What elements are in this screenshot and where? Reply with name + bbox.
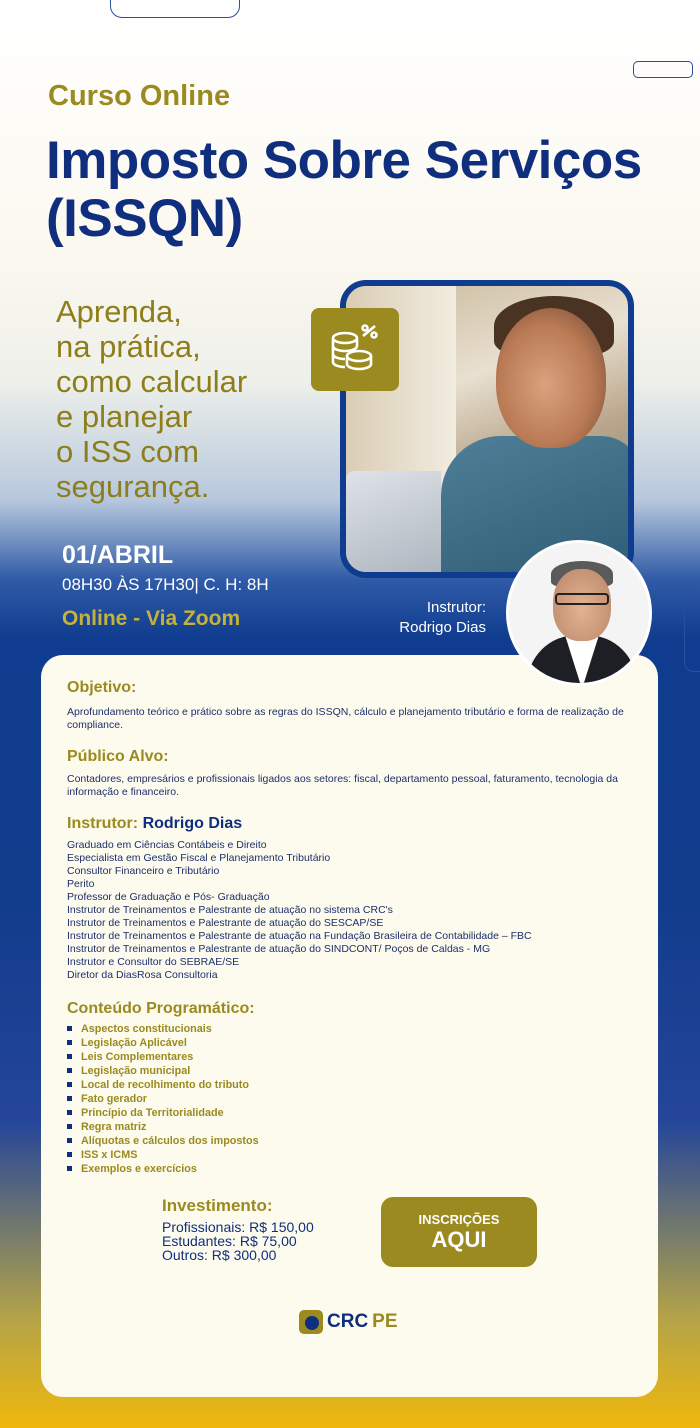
logo-pe: PE <box>372 1311 398 1332</box>
credential-item: Instrutor de Treinamentos e Palestrante de atuação na Fundação Brasileira de Contabilidade – FBC <box>67 930 532 942</box>
program-item: Legislação municipal <box>67 1064 467 1078</box>
credential-item: Consultor Financeiro e Tributário <box>67 865 220 877</box>
decorative-frame-right-lower <box>684 600 700 672</box>
credential-item: Instrutor e Consultor do SEBRAE/SE <box>67 956 240 968</box>
coins-percent-icon <box>311 308 399 391</box>
program-item: Exemplos e exercícios <box>67 1162 467 1176</box>
course-kicker: Curso Online <box>48 80 231 112</box>
program-item: Local de recolhimento do tributo <box>67 1078 467 1092</box>
program-item: Legislação Aplicável <box>67 1036 467 1050</box>
register-button[interactable] <box>381 1197 537 1267</box>
instructor-heading-label: Instrutor: <box>67 815 139 832</box>
event-venue: Online - Via Zoom <box>62 607 241 630</box>
credential-item: Professor de Graduação e Pós- Graduação <box>67 891 270 903</box>
instructor-caption <box>380 598 486 638</box>
price-item: Profissionais: R$ 150,00 <box>162 1219 314 1235</box>
course-tagline <box>56 294 336 504</box>
program-item: ISS x ICMS <box>67 1148 467 1162</box>
program-heading: Conteúdo Programático: <box>67 1000 255 1017</box>
audience-heading: Público Alvo: <box>67 748 169 765</box>
credential-item: Instrutor de Treinamentos e Palestrante de atuação do SESCAP/SE <box>67 917 384 929</box>
investment-heading: Investimento: <box>162 1196 273 1215</box>
logo-crc: CRC <box>327 1311 369 1332</box>
program-item: Aspectos constitucionais <box>67 1022 467 1036</box>
program-list <box>67 1022 467 1176</box>
program-item: Fato gerador <box>67 1092 467 1106</box>
crcpe-logo-mark-icon <box>299 1310 323 1334</box>
program-item: Alíquotas e cálculos dos impostos <box>67 1134 467 1148</box>
instructor-caption-name: Rodrigo Dias <box>399 619 486 636</box>
credential-item: Perito <box>67 878 95 890</box>
audience-text: Contadores, empresários e profissionais ligados aos setores: fiscal, departamento pessoal, faturamento, tecnologia da informação e financeiro. <box>67 773 618 798</box>
instructor-heading-name: Rodrigo Dias <box>142 815 243 832</box>
event-date: 01/ABRIL <box>62 541 174 569</box>
decorative-frame-top <box>110 0 240 18</box>
price-item: Outros: R$ 300,00 <box>162 1247 277 1263</box>
credential-item: Instrutor de Treinamentos e Palestrante de atuação do SINDCONT/ Poços de Caldas - MG <box>67 943 491 955</box>
instructor-credentials <box>67 839 627 982</box>
credential-item: Especialista em Gestão Fiscal e Planejamento Tributário <box>67 852 331 864</box>
tagline-line: o ISS com <box>56 434 199 469</box>
tagline-line: segurança. <box>56 469 210 504</box>
event-time: 08H30 ÀS 17H30| C. H: 8H <box>62 575 269 594</box>
program-item: Princípio da Territorialidade <box>67 1106 467 1120</box>
decorative-frame-right <box>633 61 693 78</box>
register-button-line1: INSCRIÇÕES <box>418 1212 500 1227</box>
tagline-line: como calcular <box>56 364 248 399</box>
instructor-photo <box>506 540 652 686</box>
tagline-line: na prática, <box>56 329 201 364</box>
instructor-heading <box>67 815 242 833</box>
crcpe-logo <box>299 1310 398 1334</box>
investment-prices <box>162 1220 314 1262</box>
credential-item: Instrutor de Treinamentos e Palestrante de atuação no sistema CRC's <box>67 904 393 916</box>
objective-heading: Objetivo: <box>67 679 137 696</box>
info-card <box>41 655 658 1397</box>
tagline-line: e planejar <box>56 399 193 434</box>
program-item: Regra matriz <box>67 1120 467 1134</box>
credential-item: Diretor da DiasRosa Consultoria <box>67 969 218 981</box>
instructor-caption-label: Instrutor: <box>426 599 486 616</box>
program-item: Leis Complementares <box>67 1050 467 1064</box>
price-item: Estudantes: R$ 75,00 <box>162 1233 297 1249</box>
credential-item: Graduado em Ciências Contábeis e Direito <box>67 839 267 851</box>
course-title: Imposto Sobre Serviços (ISSQN) <box>46 131 642 248</box>
tagline-line: Aprenda, <box>56 294 182 329</box>
register-button-line2: AQUI <box>431 1227 487 1252</box>
objective-text: Aprofundamento teórico e prático sobre as regras do ISSQN, cálculo e planejamento tributário e forma de realização de compliance. <box>67 706 624 731</box>
